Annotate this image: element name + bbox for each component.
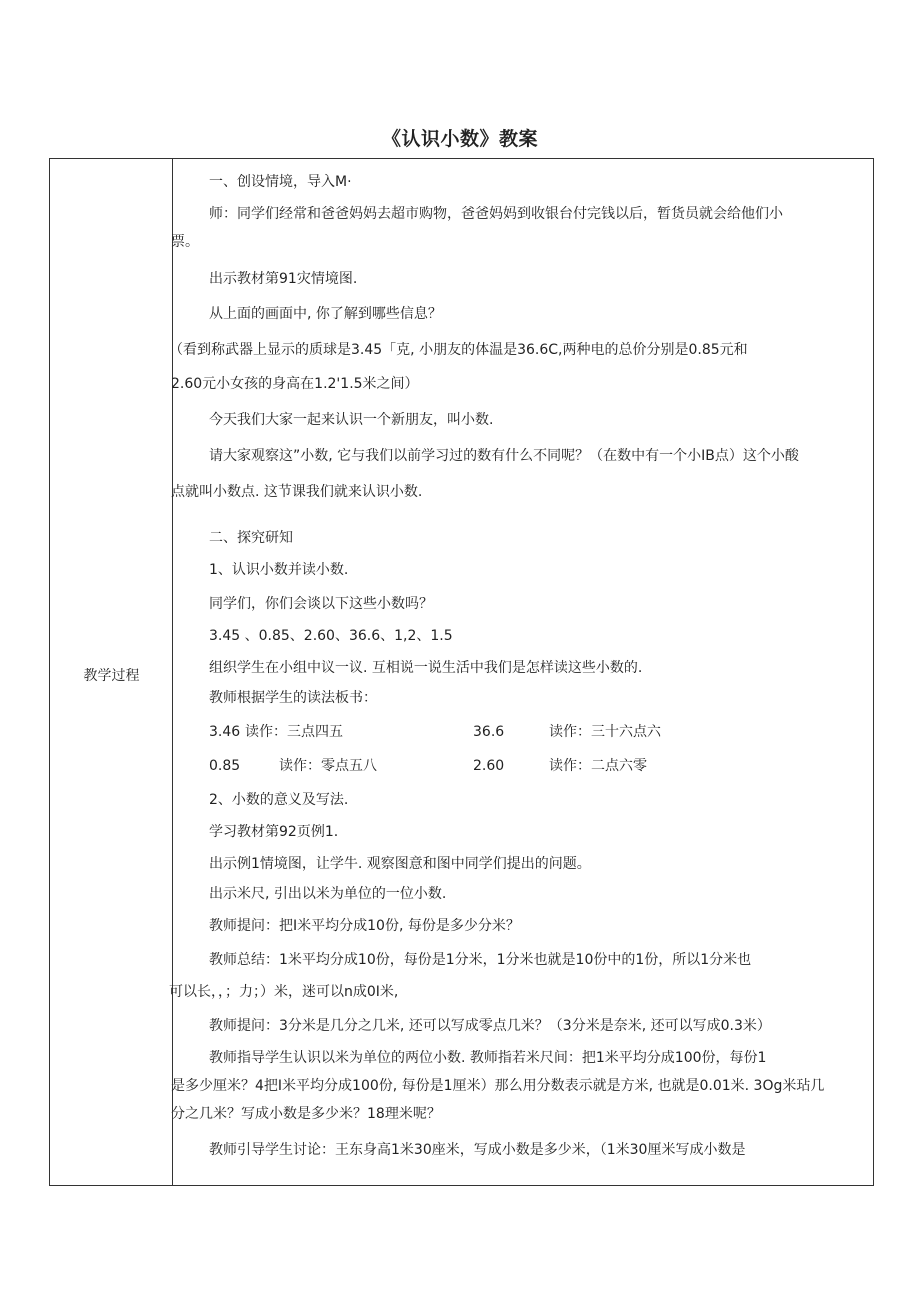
reading-number: 3.46 [209,724,241,740]
reading-text: 读作：三十六点六 [549,724,661,740]
reading-number: 36.6 [473,724,505,740]
text-line: 请大家观察这”小数, 它与我们以前学习过的数有什么不同呢？（在数中有一个小IB点）这个小酸 [209,448,799,464]
text-line: 出示例1情境图，让学牛. 观察图意和图中同学们提出的问题。 [209,856,591,872]
text-line: 可以长，，；力；）米，迷可以n成0I米, [169,984,399,1000]
text-line: 同学们，你们会谈以下这些小数吗？ [209,596,433,612]
text-line: 出示米尺, 引出以米为单位的一位小数. [209,886,447,902]
text-line: 从上面的画面中, 你了解到哪些信息？ [209,306,442,322]
text-line: 师：同学们经常和爸爸妈妈去超市购物，爸爸妈妈到收银台付完钱以后，暂货员就会给他们小 [209,206,783,222]
text-line: 今天我们大家一起来认识一个新朋友，叫小数. [209,412,494,428]
text-line: 教师指导学生认识以米为单位的两位小数. 教师指若米尺间：把1米平均分成100份，每份1 [209,1050,767,1066]
page-title: 《认识小数》教案 [381,128,538,150]
text-line: 2.60元小女孩的身高在1.2'1.5米之间） [171,376,419,392]
text-line: 2、小数的意义及写法. [209,792,349,808]
text-line: 是多少厘米？4把I米平均分成100份, 每份是1厘米）那么用分数表示就是方米, 也就是0.01米. 3Og米玷几 [171,1078,825,1094]
lesson-content-cell [169,159,873,1185]
reading-number: 2.60 [473,758,505,774]
text-line: 一、创设情境，导入M· [209,174,352,190]
reading-text: 读作：二点六零 [549,758,647,774]
reading-text: 读作：零点五八 [279,758,377,774]
text-line: 学习教材第92页例1. [209,824,339,840]
text-line: 二、探究研知 [209,530,293,546]
text-line: 1、认识小数并读小数. [209,562,349,578]
text-line: 票。 [171,234,199,250]
text-line: 教师引导学生讨论：王东身高1米30座米，写成小数是多少米，（1米30厘米写成小数是 [209,1142,746,1158]
reading-text: 读作：三点四五 [245,724,343,740]
text-line: （看到称武器上显示的质球是3.45「克, 小朋友的体温是36.6C,两种电的总价分别是0.85元和 [169,342,748,358]
section-label-cell [50,159,173,1185]
text-line: 3.45 、0.85、2.60、36.6、1,2、1.5 [209,628,453,644]
text-line: 组织学生在小组中议一议. 互相说一说生活中我们是怎样读这些小数的. [209,660,643,676]
reading-number: 0.85 [209,758,241,774]
text-line: 出示教材第91灾情境图. [209,271,358,287]
text-line: 点就叫小数点. 这节课我们就来认识小数. [171,484,423,500]
section-label: 教学过程 [83,668,140,684]
text-line: 教师总结：1米平均分成10份，每份是1分米，1分米也就是10份中的1份，所以1分米也 [209,952,752,968]
text-line: 教师提问：把I米平均分成10份, 每份是多少分米？ [209,918,520,934]
text-line: 教师根据学生的读法板书： [209,690,377,706]
lesson-table [49,158,874,1186]
text-line: 教师提问：3分米是几分之几米, 还可以写成零点几米？（3分米是奈米, 还可以写成0.3米） [209,1018,771,1034]
text-line: 分之几米？写成小数是多少米？18理米呢？ [171,1106,441,1122]
